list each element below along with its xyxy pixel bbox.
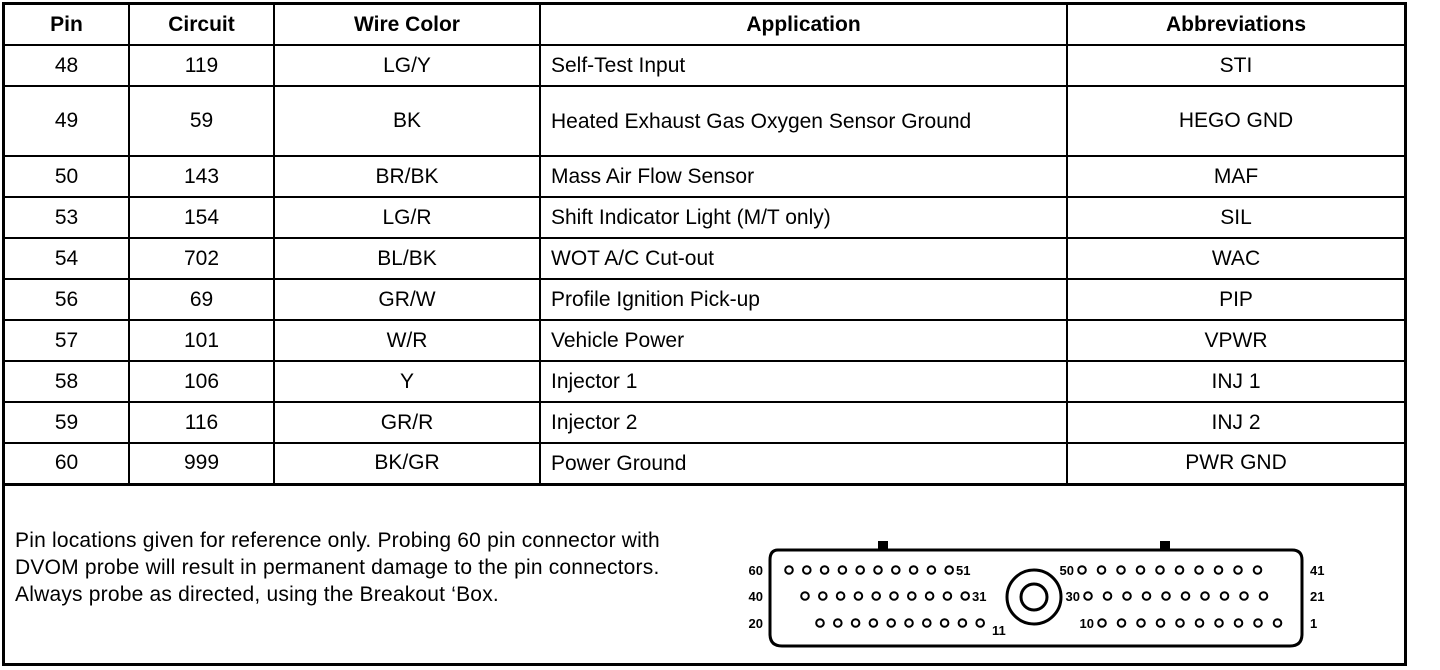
pin-table [5,5,1404,486]
cell-wire-color: GR/W [274,279,540,320]
pin-hole [1240,592,1248,600]
pin-hole [852,619,860,627]
cell-application: Injector 2 [540,402,1067,443]
cell-application: Self-Test Input [540,45,1067,86]
table-row [5,402,1404,443]
pin-hole [1104,592,1112,600]
cell-abbreviation: PIP [1067,279,1404,320]
pin-hole [1123,592,1131,600]
pin-hole [870,619,878,627]
pin-hole [1196,619,1204,627]
table-header-row [5,5,1404,45]
pin-hole [1176,566,1184,574]
pin-hole [928,566,936,574]
pin-label: 21 [1310,589,1325,604]
cell-abbreviation: VPWR [1067,320,1404,361]
pin-hole [1254,619,1262,627]
table-row [5,156,1404,197]
pin-hole [1137,566,1145,574]
pin-hole [821,566,829,574]
header-application: Application [540,5,1067,45]
cell-wire-color: BR/BK [274,156,540,197]
cell-pin: 58 [5,361,129,402]
pin-hole [785,566,793,574]
header-wire-color: Wire Color [274,5,540,45]
pin-hole [1201,592,1209,600]
pin-label: 50 [1059,563,1074,578]
cell-circuit: 59 [129,86,274,156]
table-row [5,86,1404,156]
pin-hole [887,619,895,627]
connector-center-bolt-inner [1021,584,1047,610]
cell-pin: 60 [5,443,129,484]
cell-abbreviation: WAC [1067,238,1404,279]
cell-application: Power Ground [540,443,1067,484]
cell-abbreviation: PWR GND [1067,443,1404,484]
pin-hole [816,619,824,627]
pin-hole [1215,566,1223,574]
cell-circuit: 702 [129,238,274,279]
cell-application: Vehicle Power [540,320,1067,361]
pin-label: 40 [748,589,763,604]
connector-key-right [1160,541,1170,550]
cell-circuit: 119 [129,45,274,86]
cell-pin: 50 [5,156,129,197]
cell-pin: 56 [5,279,129,320]
cell-pin: 53 [5,197,129,238]
cell-pin: 49 [5,86,129,156]
cell-application: WOT A/C Cut-out [540,238,1067,279]
cell-wire-color: W/R [274,320,540,361]
pin-hole [856,566,864,574]
pin-hole [1117,566,1125,574]
cell-circuit: 154 [129,197,274,238]
cell-abbreviation: HEGO GND [1067,86,1404,156]
cell-circuit: 69 [129,279,274,320]
cell-wire-color: LG/R [274,197,540,238]
pin-hole [1084,592,1092,600]
pin-hole [923,619,931,627]
table-row [5,197,1404,238]
pin-hole [1143,592,1151,600]
header-pin: Pin [5,5,129,45]
cell-wire-color: BK/GR [274,443,540,484]
pin-hole [1098,619,1106,627]
pin-hole [1235,619,1243,627]
pin-hole [874,566,882,574]
pin-hole [976,619,984,627]
pin-label: 51 [956,563,971,578]
cell-abbreviation: SIL [1067,197,1404,238]
cell-wire-color: BK [274,86,540,156]
table-row [5,238,1404,279]
pin-label: 30 [1065,589,1080,604]
cell-wire-color: LG/Y [274,45,540,86]
connector-center-bolt-outer [1007,570,1061,624]
pin-hole [941,619,949,627]
pin-hole [803,566,811,574]
cell-pin: 57 [5,320,129,361]
table-row [5,361,1404,402]
pin-hole [872,592,880,600]
pin-hole [908,592,916,600]
connector-diagram [730,532,1350,662]
pin-hole [1162,592,1170,600]
cell-wire-color: BL/BK [274,238,540,279]
pin-hole [905,619,913,627]
pin-label: 1 [1310,616,1318,631]
cell-abbreviation: INJ 1 [1067,361,1404,402]
table-row [5,320,1404,361]
pin-hole [1254,566,1262,574]
header-circuit: Circuit [129,5,274,45]
pin-hole [1221,592,1229,600]
cell-abbreviation: STI [1067,45,1404,86]
cell-pin: 54 [5,238,129,279]
header-abbreviations: Abbreviations [1067,5,1404,45]
pin-hole [1156,566,1164,574]
pin-hole [855,592,863,600]
pin-hole [1137,619,1145,627]
cell-application: Injector 1 [540,361,1067,402]
cell-application: Shift Indicator Light (M/T only) [540,197,1067,238]
pin-hole [926,592,934,600]
pin-hole [892,566,900,574]
cell-wire-color: GR/R [274,402,540,443]
pin-hole [890,592,898,600]
cell-circuit: 999 [129,443,274,484]
cell-application: Heated Exhaust Gas Oxygen Sensor Ground [540,86,1067,156]
table-row [5,279,1404,320]
pin-hole [1078,566,1086,574]
table-row [5,45,1404,86]
cell-circuit: 116 [129,402,274,443]
pin-hole [1260,592,1268,600]
pinout-document [2,2,1407,666]
cell-application: Mass Air Flow Sensor [540,156,1067,197]
cell-circuit: 106 [129,361,274,402]
connector-key-left [878,541,888,550]
cell-pin: 59 [5,402,129,443]
pin-hole [961,592,969,600]
pin-hole [819,592,827,600]
pin-hole [801,592,809,600]
pin-hole [839,566,847,574]
pin-hole [1234,566,1242,574]
pin-label: 41 [1310,563,1325,578]
pin-label: 20 [748,616,763,631]
cell-application: Profile Ignition Pick-up [540,279,1067,320]
pin-hole [1195,566,1203,574]
pin-hole [1118,619,1126,627]
pin-label: 31 [972,589,987,604]
pin-hole [1157,619,1165,627]
pin-label: 10 [1079,616,1094,631]
pin-hole [1176,619,1184,627]
cell-abbreviation: MAF [1067,156,1404,197]
pin-hole [1274,619,1282,627]
reference-note: Pin locations given for reference only. Probing 60 pin connector with DVOM probe will result in permanent damage to the pin connectors. Always probe as directed, using the Breakout ‘Box. [15,529,660,606]
cell-abbreviation: INJ 2 [1067,402,1404,443]
pin-label: 11 [992,623,1006,638]
cell-circuit: 101 [129,320,274,361]
pin-hole [1182,592,1190,600]
cell-circuit: 143 [129,156,274,197]
pin-hole [910,566,918,574]
pin-hole [1215,619,1223,627]
cell-wire-color: Y [274,361,540,402]
pin-hole [945,566,953,574]
connector-pin-holes [785,566,1281,627]
cell-pin: 48 [5,45,129,86]
pin-hole [944,592,952,600]
pin-hole [1098,566,1106,574]
pin-label: 60 [748,563,763,578]
pin-hole [837,592,845,600]
pin-hole [834,619,842,627]
pin-table-body [5,45,1404,484]
table-row [5,443,1404,484]
pin-hole [959,619,967,627]
